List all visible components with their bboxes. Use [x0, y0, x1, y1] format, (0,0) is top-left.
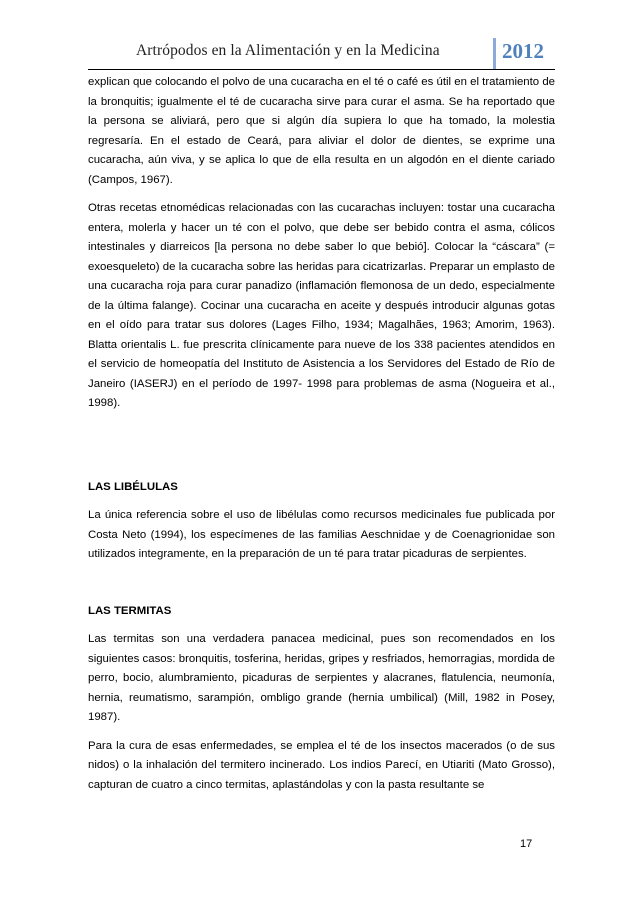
page-content [88, 73, 555, 804]
section-spacer [88, 423, 555, 478]
section-heading-libelulas: LAS LIBÉLULAS [88, 480, 178, 493]
header-separator [493, 38, 496, 69]
section-spacer [88, 574, 555, 602]
header-year: 2012 [502, 39, 544, 63]
section-heading-termitas: LAS TERMITAS [88, 604, 172, 617]
header-rule [88, 69, 555, 70]
paragraph-libelulas: La única referencia sobre el uso de libélulas como recursos medicinales fue publicada por Costa Neto (1994), los especímenes de las familias Aeschnidae y de Coenagrionidae son utilizados integramente, en la preparación de un té para tratar picaduras de serpientes. [88, 509, 555, 560]
page-number: 17 [520, 838, 533, 850]
header-title: Artrópodos en la Alimentación y en la Medicina [136, 42, 440, 59]
paragraph-cucarachas-1: explican que colocando el polvo de una cucaracha en el té o café es útil en el tratamiento de la bronquitis; igualmente el té de cucaracha sirve para curar el asma. Se ha reportado que la persona se aliviará, pero que si algún día supiera lo que ha tomado, la molestia regresaría. En el estado de Ceará, para aliviar el dolor de dientes, se exprime una cucaracha, aún viva, y se aplica lo que de ella resulta en un algodón en el diente cariado (Campos, 1967). [88, 76, 555, 186]
paragraph-termitas-1: Las termitas son una verdadera panacea medicinal, pues son recomendados en los siguientes casos: bronquitis, tosferina, heridas, gripes y resfriados, hemorragias, mordida de perro, bocio, alumbramiento, picaduras de serpientes y alacranes, flatulencia, neumonía, hernia, reumatismo, sarampión, ombligo grande (hernia umbilical) (Mill, 1982 in Posey, 1987). [88, 633, 555, 723]
page-header [88, 38, 555, 70]
paragraph-termitas-2: Para la cura de esas enfermedades, se emplea el té de los insectos macerados (o de sus nidos) o la inhalación del termitero incinerado. Los indios Parecí, en Utiariti (Mato Grosso), capturan de cuatro a cinco termitas, aplastándolas y con la pasta resultante se [88, 739, 555, 791]
paragraph-cucarachas-2: Otras recetas etnomédicas relacionadas con las cucarachas incluyen: tostar una cucaracha entera, molerla y hacer un té con el polvo, que debe ser bebido contra el asma, cólicos intestinales y diarreicos [la persona no debe saber lo que bebió]. Colocar la “cáscara” (= exoesqueleto) de la cucaracha sobre las heridas para cicatrizarlas. Preparar un emplasto de una cucaracha roja para curar panadizo (inflamación flemonosa de un dedo, especialmente de la última falange). Cocinar una cucaracha en aceite y después introducir algunas gotas en el oído para tratar sus dolores (Lages Filho, 1934; Magalhães, 1963; Amorim, 1963). Blatta orientalis L. fue prescrita clínicamente para nueve de los 338 pacientes atendidos en el servicio de homeopatía del Instituto de Asistencia a los Servidores del Estado de Río de Janeiro (IASERJ) en el período de 1997- 1998 para problemas de asma (Nogueira et al., 1998). [88, 202, 555, 409]
